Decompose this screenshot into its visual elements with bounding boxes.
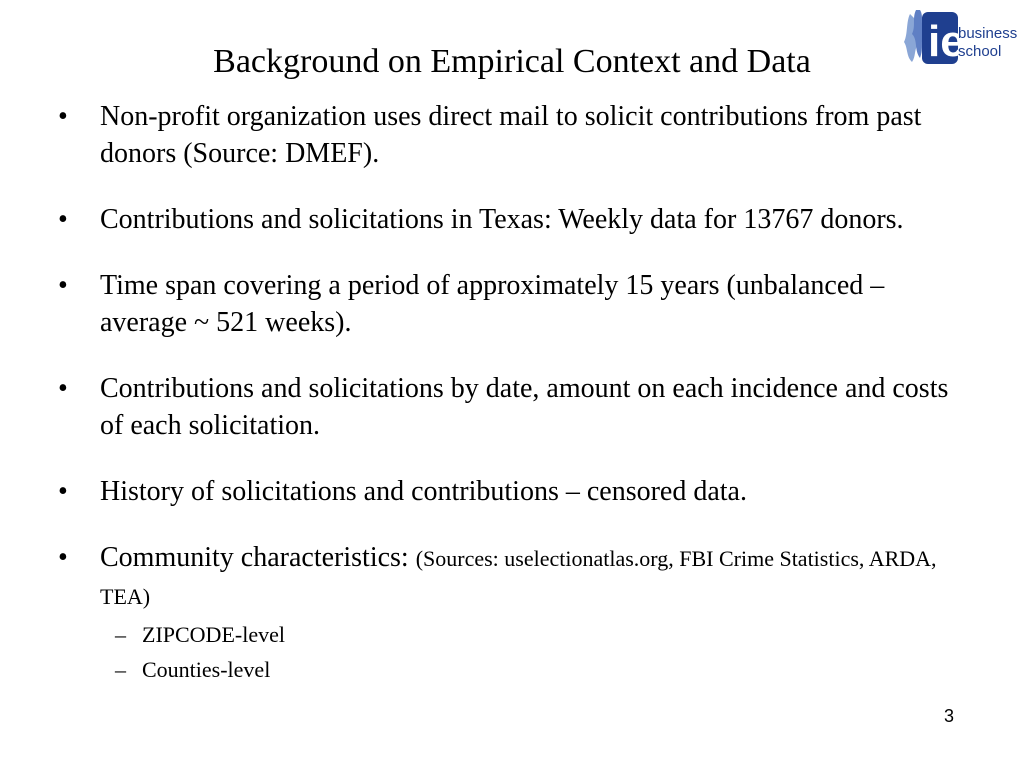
sub-bullet-text: ZIPCODE-level xyxy=(142,622,285,647)
bullet-marker: • xyxy=(58,204,68,235)
sub-bullet-item xyxy=(100,652,978,687)
bullet-marker: • xyxy=(58,542,68,573)
bullet-text: Contributions and solicitations in Texas: Weekly data for 13767 donors. xyxy=(100,204,904,235)
bullet-item xyxy=(58,370,978,444)
sub-bullet-item xyxy=(100,617,978,652)
bullet-text: Non-profit organization uses direct mail to solicit contributions from past donors (Source: DMEF). xyxy=(100,101,922,169)
svg-text:ie: ie xyxy=(928,17,965,66)
bullet-marker: • xyxy=(58,373,68,404)
sub-bullet-marker: – xyxy=(115,622,126,647)
bullet-item xyxy=(58,267,978,341)
bullet-item xyxy=(58,201,978,238)
bullet-list xyxy=(58,98,978,687)
bullet-item xyxy=(58,98,978,172)
sub-bullet-text: Counties-level xyxy=(142,657,271,682)
logo-text-school: school xyxy=(958,43,1002,60)
bullet-marker: • xyxy=(58,476,68,507)
bullet-item xyxy=(58,539,978,687)
bullet-text: Contributions and solicitations by date, amount on each incidence and costs of each solicitation. xyxy=(100,373,949,441)
bullet-text: Community characteristics: xyxy=(100,542,409,573)
sub-bullet-list xyxy=(100,617,978,687)
bullet-marker: • xyxy=(58,101,68,132)
bullet-text: Time span covering a period of approximately 15 years (unbalanced – average ~ 521 weeks). xyxy=(100,270,885,338)
sub-bullet-marker: – xyxy=(115,657,126,682)
bullet-text: History of solicitations and contributions – censored data. xyxy=(100,476,747,507)
page-number: 3 xyxy=(944,706,955,726)
slide-title: Background on Empirical Context and Data xyxy=(213,43,811,80)
logo-text-business: business xyxy=(958,25,1018,42)
bullet-sources-text: (Sources: uselectionatlas.org, FBI Crime Statistics, ARDA, TEA) xyxy=(100,546,937,609)
bullet-item xyxy=(58,473,978,510)
bullet-marker: • xyxy=(58,270,68,301)
